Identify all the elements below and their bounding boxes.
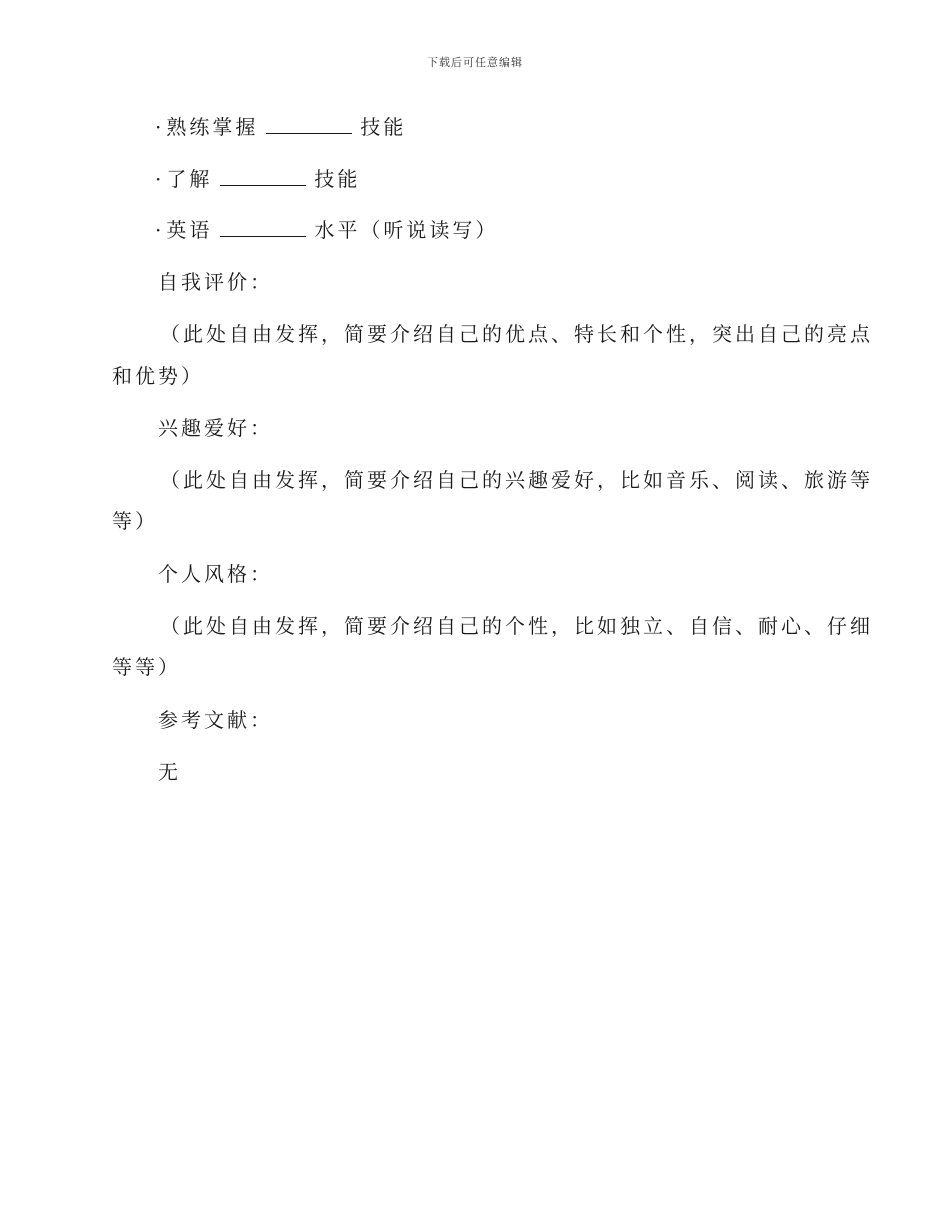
hobbies-body-line2: 等） (112, 509, 158, 533)
references-heading: 参考文献： (158, 708, 273, 732)
personal-style-body-line1: （此处自由发挥，简要介绍自己的个性，比如独立、自信、耐心、仔细 (160, 614, 873, 638)
skill-prefix: 熟练掌握 (166, 115, 259, 139)
self-evaluation-heading: 自我评价： (158, 270, 273, 294)
skill-suffix: 技能 (314, 167, 361, 191)
skill-item-proficient (155, 115, 406, 139)
hobbies-body-line1: （此处自由发挥，简要介绍自己的兴趣爱好，比如音乐、阅读、旅游等 (160, 468, 873, 492)
personal-style-body-line2: 等等） (112, 655, 181, 679)
fill-in-blank (266, 115, 352, 134)
bullet-dot: · (155, 218, 165, 242)
bullet-dot: · (155, 115, 165, 139)
personal-style-heading: 个人风格： (158, 562, 273, 586)
skill-prefix: 英语 (166, 218, 213, 242)
bullet-dot: · (155, 167, 165, 191)
self-evaluation-body-line1: （此处自由发挥，简要介绍自己的优点、特长和个性，突出自己的亮点 (160, 322, 873, 346)
fill-in-blank (220, 218, 306, 237)
skill-item-english (155, 218, 498, 242)
skill-suffix: 技能 (360, 115, 407, 139)
skill-prefix: 了解 (166, 167, 213, 191)
fill-in-blank (220, 167, 306, 186)
skill-suffix: 水平（听说读写） (314, 218, 499, 242)
self-evaluation-body-line2: 和优势） (112, 364, 204, 388)
header-note: 下载后可任意编辑 (427, 56, 523, 69)
references-body: 无 (158, 760, 181, 784)
hobbies-heading: 兴趣爱好： (158, 416, 273, 440)
skill-item-familiar (155, 167, 360, 191)
